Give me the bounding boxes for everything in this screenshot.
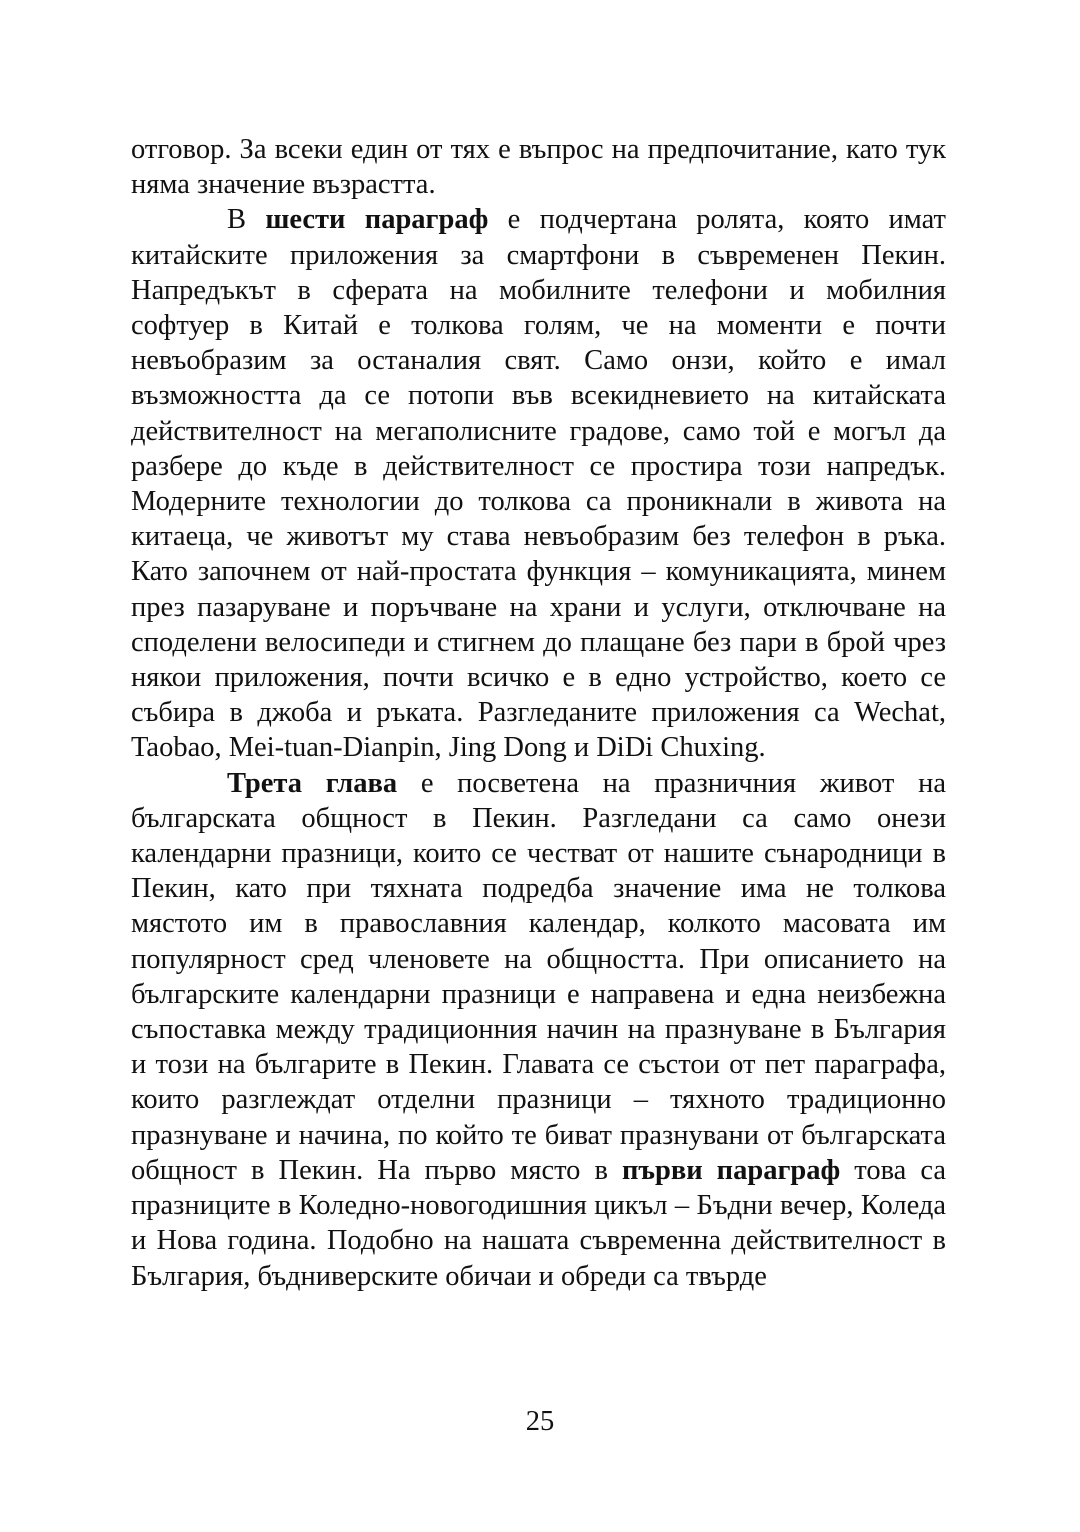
paragraph-2-text-start: В — [227, 204, 266, 236]
paragraph-2-bold-term: шести параграф — [265, 204, 489, 236]
paragraph-3-text-rest: това са празниците в Коледно-новогодишния цикъл – Бъдни вечер, Коледа и Нова година. Подобно на нашата съвременна действителност в България, бъдниверските обичаи и обреди са твърде — [131, 1154, 946, 1292]
paragraph-3-text-start: е посветена на празничния живот на българската общност в Пекин. Разгледани са само онези календарни празници, които се честват от нашите сънародници в Пекин, като при тяхната подредба значение има не толкова мястото им в православния календар, колкото масовата им популярност сред членовете на общността. При описанието на българските календарни празници е направена и една неизбежна съпоставка между традиционния начин на празнуване в България и този на българите в Пекин. Главата се състои от пет параграфа, които разглеждат отделни празници – тяхното традиционно празнуване и начина, по който те биват празнувани от българската общност в Пекин. На първо място в — [131, 767, 946, 1186]
page-number: 25 — [525, 1406, 555, 1437]
paragraph-2-text-rest: е подчертана ролята, която имат китайските приложения за смартфони в съвременен Пекин. Напредъкът в сферата на мобилните телефони и мобилния софтуер в Китай е толкова голям, че на моменти е почти невъобразим за останалия свят. Само онзи, който е имал възможността да се потопи във всекидневието на китайската действителност на мегаполисните градове, само той е могъл да разбере до къде в действителност се простира този напредък. Модерните технологии до толкова са проникнали в живота на китаеца, че животът му става невъобразим без телефон в ръка. Като започнем от най-простата функция – комуникацията, минем през пазаруване и поръчване на храни и услуги, отключване на споделени велосипеди и стигнем до плащане без пари в брой чрез някои приложения, почти всичко е в едно устройство, което се събира в джоба и ръката. Разгледаните приложения са Wechat, Taobao, Mei-tuan-Dianpin, Jing Dong и DiDi Chuxing. — [131, 204, 946, 764]
paragraph-1 — [131, 132, 946, 202]
document-body — [131, 132, 946, 1294]
paragraph-3 — [131, 766, 946, 1294]
paragraph-3-bold-term: първи параграф — [621, 1154, 841, 1186]
paragraph-2 — [131, 202, 946, 765]
paragraph-3-bold-heading: Трета глава — [227, 767, 398, 799]
paragraph-1-text: отговор. За всеки един от тях е въпрос на предпочитание, като тук няма значение възрастта. — [131, 134, 946, 201]
